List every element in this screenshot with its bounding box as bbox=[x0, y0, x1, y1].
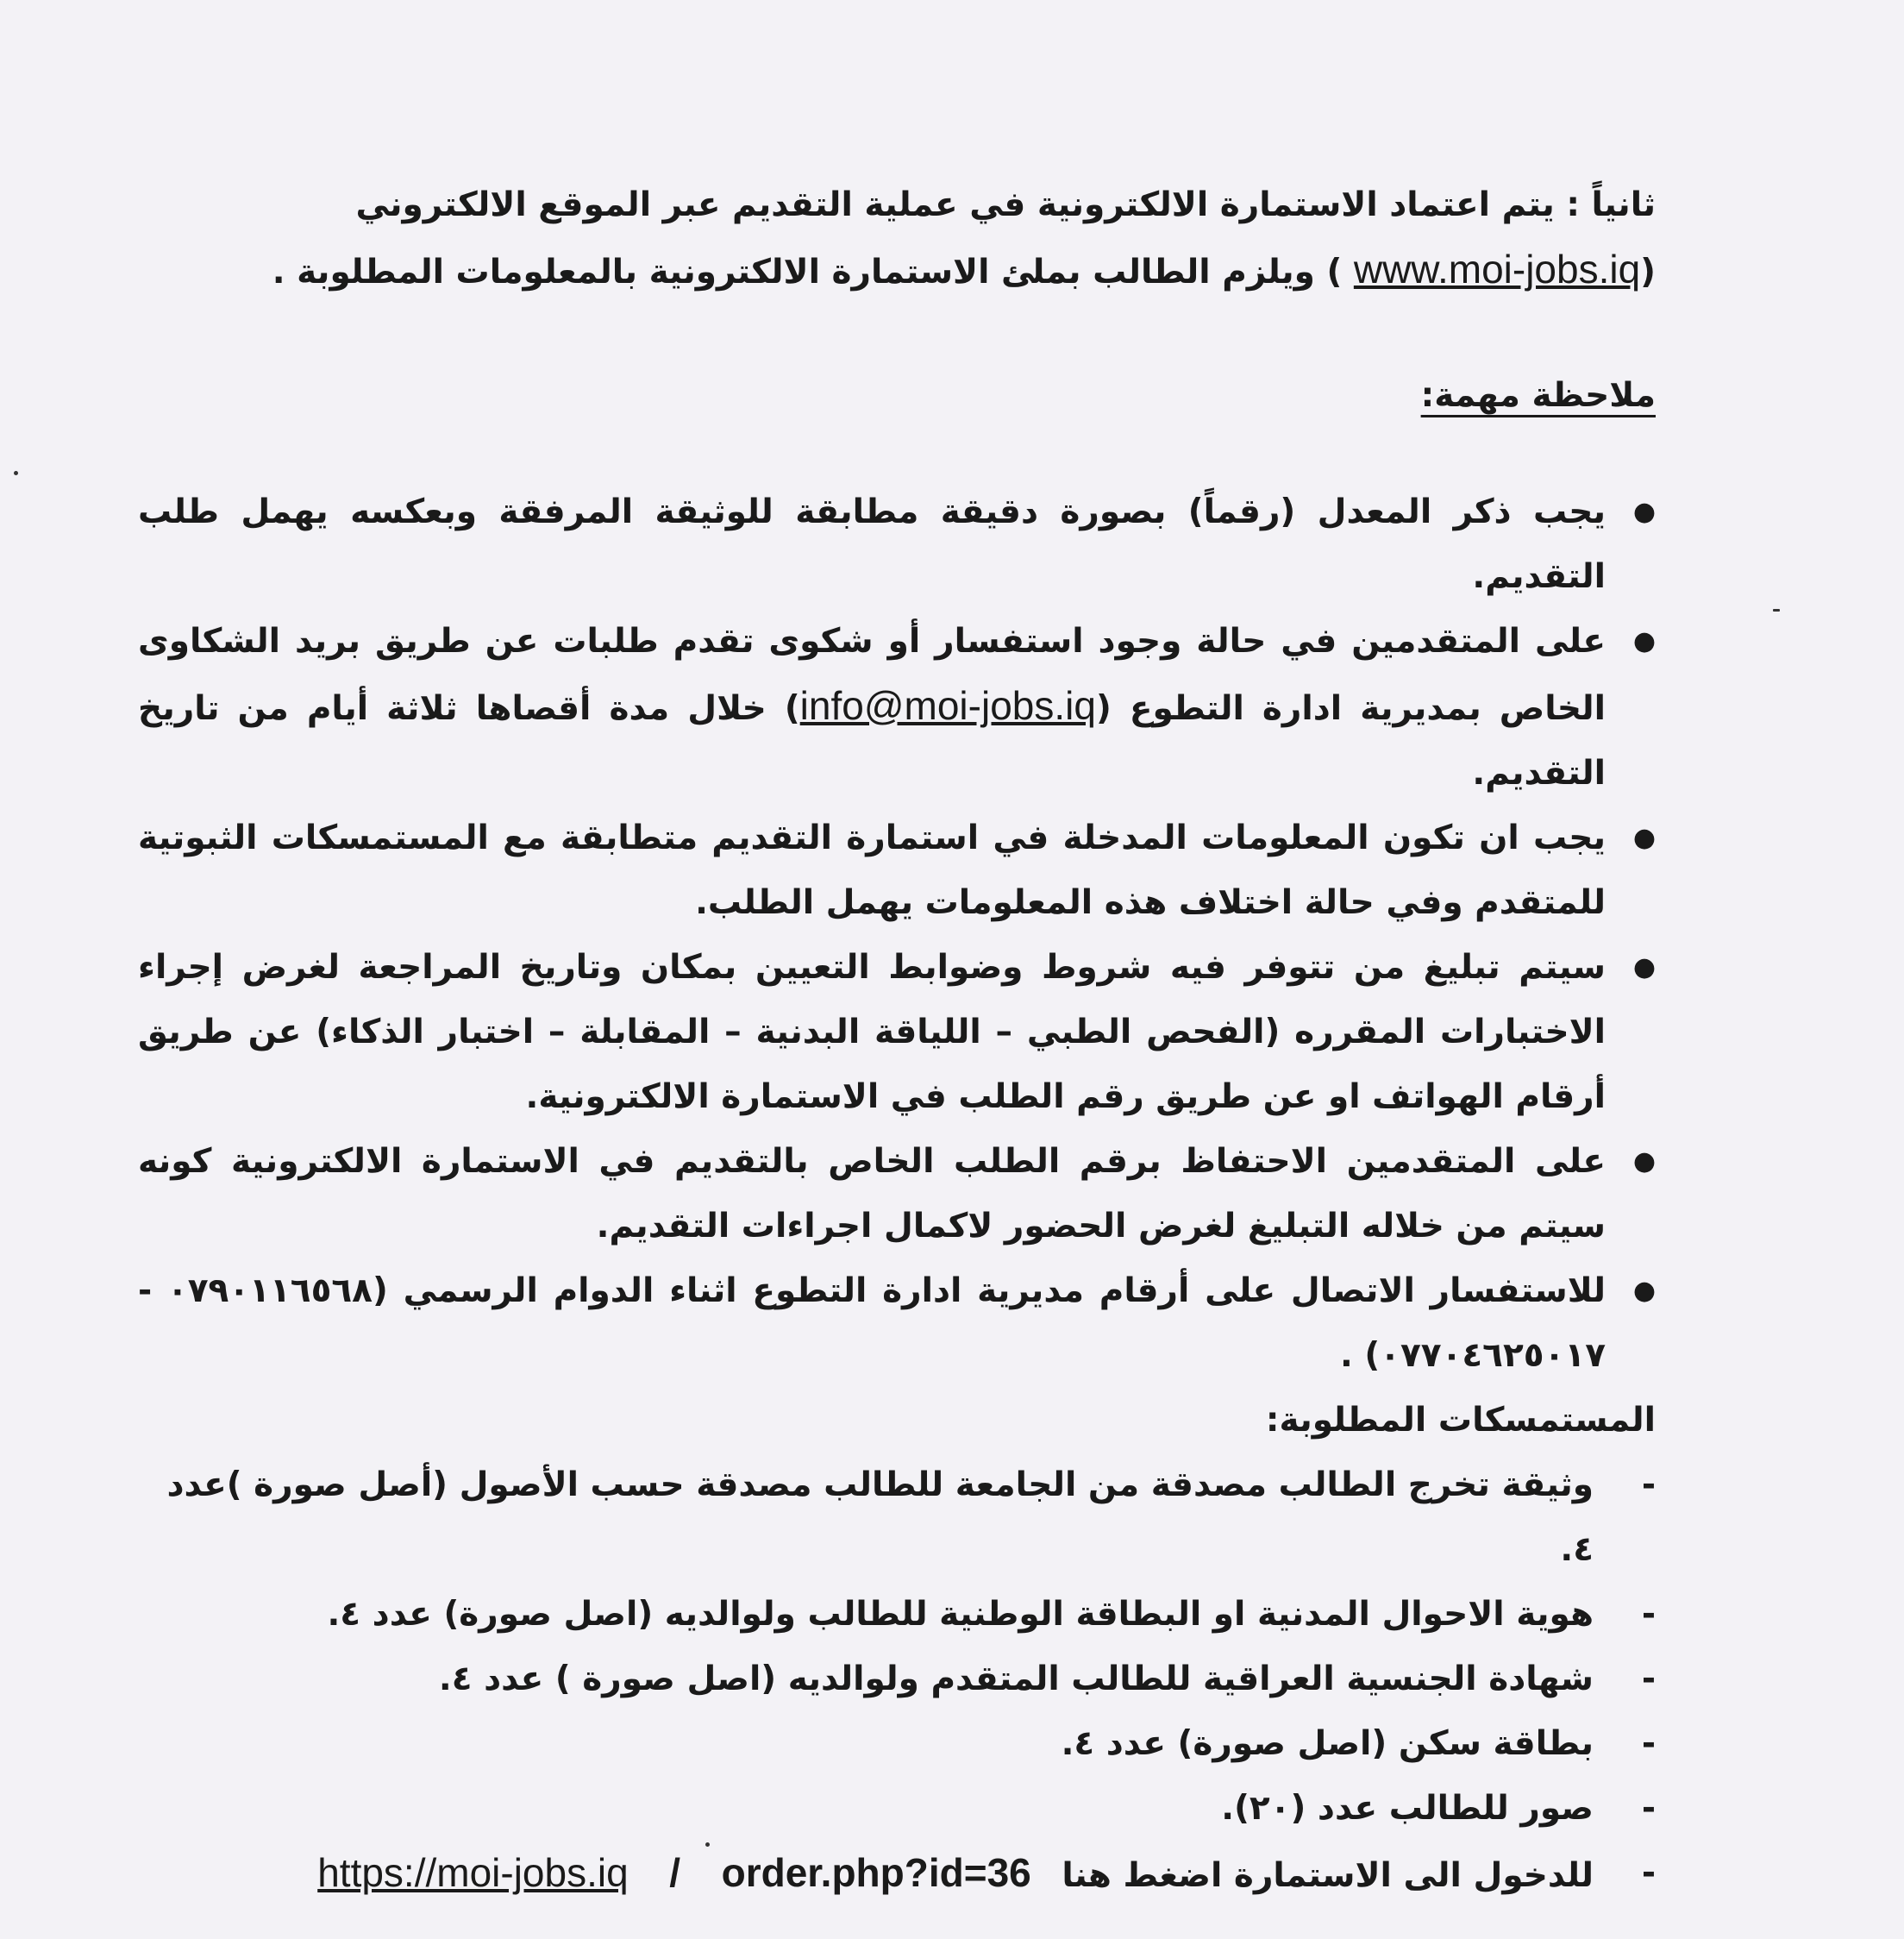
requirement-text: وثيقة تخرج الطالب مصدقة من الجامعة للطالب مصدقة حسب الأصول (أصل صورة )عدد ٤. bbox=[166, 1465, 1594, 1569]
dash-icon: - bbox=[1641, 1595, 1656, 1634]
requirement-text: صور للطالب عدد (٢٠). bbox=[1221, 1789, 1594, 1828]
note-text: يجب ذكر المعدل (رقماً) بصورة دقيقة مطابقة للوثيقة المرفقة وبعكسه يهمل طلب التقديم. bbox=[138, 493, 1606, 596]
dash-icon: - bbox=[1641, 1660, 1656, 1698]
scan-speck bbox=[705, 1842, 710, 1847]
note-text: سيتم تبليغ من تتوفر فيه شروط وضوابط التعيين بمكان وتاريخ المراجعة لغرض إجراء الاختبارات المقرره (الفحص الطبي – اللياقة البدنية – المقابلة – اختبار الذكاء) عن طريق أرقام الهواتف او عن طريق رقم الطلب في الاستمارة الالكترونية. bbox=[138, 948, 1606, 1116]
section-two-open-paren: ( bbox=[1640, 253, 1656, 292]
bullet-icon: ● bbox=[1632, 823, 1656, 853]
list-item bbox=[138, 480, 1656, 609]
document-body bbox=[138, 173, 1656, 1908]
note-text-after: ) خلال مدة أقصاها ثلاثة أيام من تاريخ التقديم. bbox=[138, 689, 1606, 793]
note-text: على المتقدمين الاحتفاظ برقم الطلب الخاص بالتقديم في الاستمارة الالكترونية كونه سيتم من خلاله التبليغ لغرض الحضور لاكمال اجراءات التقديم. bbox=[138, 1142, 1606, 1246]
list-item bbox=[138, 1258, 1656, 1388]
list-item bbox=[138, 935, 1656, 1129]
note-heading: ملاحظة مهمة: bbox=[1420, 376, 1656, 415]
dash-icon: - bbox=[1641, 1789, 1656, 1828]
bullet-icon: ● bbox=[1632, 1146, 1656, 1177]
section-two-line2: ) ويلزم الطالب بملئ الاستمارة الالكترونية بالمعلومات المطلوبة . bbox=[272, 253, 1354, 292]
bullet-icon: ● bbox=[1632, 497, 1656, 527]
scan-speck bbox=[1773, 609, 1780, 612]
list-item bbox=[138, 806, 1656, 935]
note-text: يجب ان تكون المعلومات المدخلة في استمارة التقديم متطابقة مع المستمسكات الثبوتية للمتقدم وفي حالة اختلاف هذه المعلومات يهمل الطلب. bbox=[138, 819, 1606, 922]
section-two-paragraph bbox=[138, 173, 1656, 304]
list-item bbox=[138, 1711, 1656, 1776]
list-item bbox=[138, 1582, 1656, 1647]
bullet-icon: ● bbox=[1632, 1276, 1656, 1306]
list-item bbox=[138, 1453, 1656, 1582]
bullet-icon: ● bbox=[1632, 952, 1656, 982]
order-link-row bbox=[138, 1841, 1656, 1908]
dash-icon: - bbox=[1641, 1724, 1656, 1763]
notes-list bbox=[138, 480, 1656, 1388]
order-separator: / bbox=[669, 1850, 681, 1895]
requirement-text: بطاقة سكن (اصل صورة) عدد ٤. bbox=[1061, 1724, 1594, 1763]
dash-icon: - bbox=[1641, 1465, 1656, 1504]
order-path-link[interactable]: order.php?id=36 bbox=[721, 1850, 1031, 1895]
list-item bbox=[138, 1776, 1656, 1841]
note-text-before: على المتقدمين في حالة وجود استفسار أو شكوى تقدم طلبات عن طريق بريد الشكاوى الخاص بمديرية ادارة التطوع ( bbox=[138, 622, 1606, 728]
order-label: للدخول الى الاستمارة اضغط هنا bbox=[1062, 1856, 1594, 1895]
requirement-text: شهادة الجنسية العراقية للطالب المتقدم ولوالديه (اصل صورة ) عدد ٤. bbox=[438, 1660, 1594, 1698]
email-link[interactable]: info@moi-jobs.iq bbox=[799, 683, 1096, 728]
dash-icon: - bbox=[1641, 1854, 1656, 1892]
website-link[interactable]: www.moi-jobs.iq bbox=[1353, 247, 1641, 292]
list-item bbox=[138, 1647, 1656, 1711]
requirements-list bbox=[138, 1453, 1656, 1908]
note-text: للاستفسار الاتصال على أرقام مديرية ادارة التطوع اثناء الدوام الرسمي (٠٧٩٠١١٦٥٦٨ - ٠٧٧٠٤٦٢٥٠١٧) . bbox=[138, 1271, 1606, 1375]
list-item bbox=[138, 1129, 1656, 1258]
requirements-heading: المستمسكات المطلوبة: bbox=[1265, 1401, 1656, 1440]
list-item bbox=[138, 609, 1656, 806]
requirement-text: هوية الاحوال المدنية او البطاقة الوطنية للطالب ولوالديه (اصل صورة) عدد ٤. bbox=[327, 1595, 1594, 1634]
section-two-line1: ثانياً : يتم اعتماد الاستمارة الالكترونية في عملية التقديم عبر الموقع الالكتروني bbox=[355, 185, 1656, 224]
bullet-icon: ● bbox=[1632, 626, 1656, 656]
scan-speck bbox=[14, 471, 18, 475]
order-domain-link[interactable]: https://moi-jobs.iq bbox=[317, 1850, 629, 1895]
